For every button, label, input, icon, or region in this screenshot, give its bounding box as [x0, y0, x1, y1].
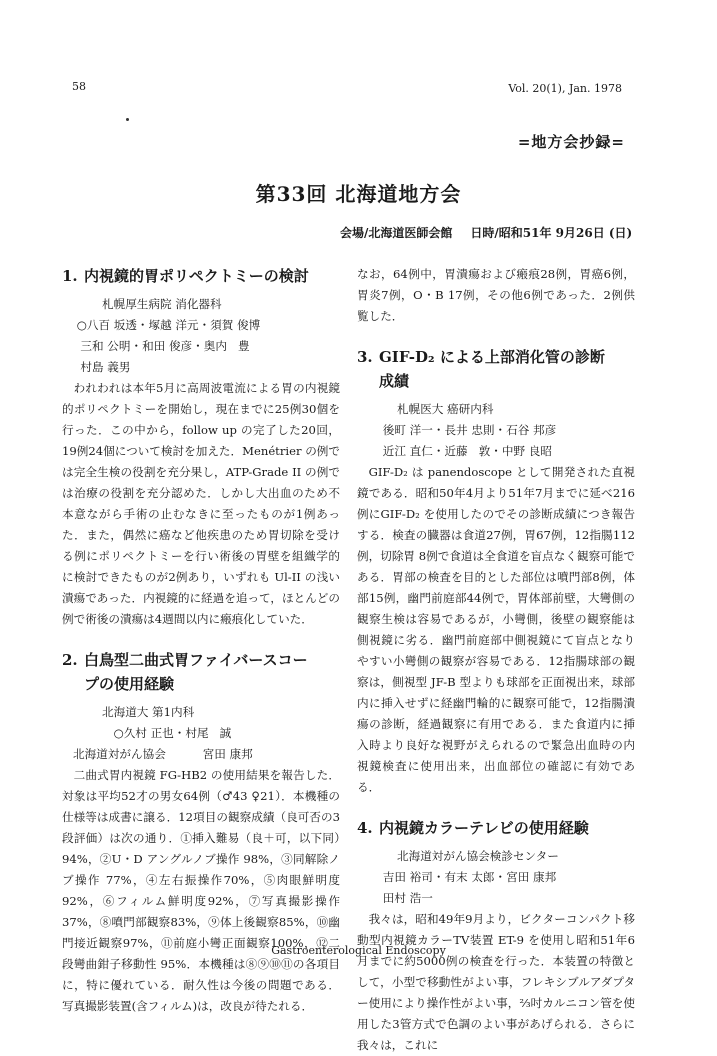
author-line: 北海道対がん協会 宮田 康邦: [62, 747, 253, 761]
author-line: ○八百 坂透・塚越 洋元・須賀 俊博: [62, 318, 261, 332]
continuation-text: なお，64例中，胃潰瘍および瘢痕28例，胃癌6例，胃炎7例，O・B 17例，その他6例であった．2例供覧した．: [357, 267, 635, 323]
author-line: 後町 洋一・長井 忠則・石谷 邦彦: [357, 423, 557, 437]
author-line: 田村 浩一: [357, 891, 433, 905]
article-number: 4.: [357, 819, 373, 837]
meeting-date: 日時/昭和51年 9月26日 (日): [470, 226, 633, 240]
meeting-title: 第33回 北海道地方会: [255, 182, 462, 206]
article-title: [62, 648, 340, 696]
article-title: [357, 816, 635, 840]
author-line: ○久村 正也・村尾 誠: [62, 726, 232, 740]
stray-mark: [126, 118, 129, 121]
author-line: 村島 義男: [62, 360, 131, 374]
abstract-body: 二曲式胃内視鏡 FG-HB2 の使用結果を報告した．対象は平均52才の男女64例（♂43 ♀21）．本機種の仕様等は成書に譲る．12項目の観察成績（良可否の3段評価）は次の通り．①挿入難易（良＋可，以下同）94%，②U・D アングルノブ操作 98%，③同解除ノブ操作 77%，④左右振操作70%，⑤肉眼鮮明度92%，⑥フィルム鮮明度92%，⑦写真撮影操作37%，⑧噴門部観察83%，⑨体上後観察85%，⑩幽門接近観察97%，⑪前庭小彎正面観察100%，⑫二段彎曲鉗子移動性 95%．本機種は⑧⑨⑩⑪の各項目に，特に優れている．耐久性は今後の問題である．写真撮影装置(含フィルム)は，改良が待たれる．: [62, 768, 340, 1013]
venue-line: [340, 224, 632, 241]
footer-journal-name: Gastroenterological Endoscopy: [271, 944, 446, 957]
page-number: 58: [72, 80, 86, 93]
author-line: 近江 直仁・近藤 敦・中野 良昭: [357, 444, 552, 458]
affiliation: 札幌厚生病院 消化器科: [102, 297, 222, 311]
left-column: [62, 264, 340, 1017]
affiliation: 北海道対がん協会検診センター: [397, 849, 559, 863]
article-title-line: 内視鏡的胃ポリペクトミーの検討: [84, 267, 309, 285]
article-title-line: 内視鏡カラーテレビの使用経験: [379, 819, 589, 837]
article-title: [62, 264, 340, 288]
article-number: 3.: [357, 348, 373, 366]
affiliation: 札幌医大 癌研内科: [397, 402, 494, 416]
abstract-body: GIF-D₂ は panendoscope として開発された直視鏡である．昭和50年4月より51年7月までに延べ216例にGIF-D₂ を使用したのでその診断成績につき報告する．検査の臓器は食道27例，胃67例，12指腸112例，切除胃 8例で食道は全食道を盲点なく観察可能である．胃部の検査を目的とした部位は噴門部8例，体部15例，幽門前庭部44例で，胃体部前壁，大彎側の観察生検は容易であるが，小彎側，後壁の観察能は側視鏡に劣る．幽門前庭部中側視鏡にて盲点となりやすい小彎側の観察が容易である．12指腸球部の観察は，側視型 JF-B 型よりも球部を正面視出来，球部内に挿入せずに経幽門輪的に観察可能で，12指腸潰瘍の診断，経過観察に有用である．また食道内に挿入時より良好な視野がえられるので緊急出血時の内視鏡検査に使用出来，出血部位の確認に有効である．: [357, 465, 635, 794]
author-line: 吉田 裕司・有末 太郎・宮田 康邦: [357, 870, 557, 884]
article-number: 1.: [62, 267, 78, 285]
article-title: [357, 345, 635, 393]
venue: 会場/北海道医師会館: [340, 226, 453, 240]
article-title-line: 成績: [379, 372, 410, 390]
section-label: =地方会抄録=: [517, 133, 625, 151]
journal-reference: Vol. 20(1), Jan. 1978: [508, 82, 622, 95]
abstract-body: 我々は，昭和49年9月より，ビクターコンパクト移動型内視鏡カラーTV装置 ET-9 を使用し昭和51年6月までに約5000例の検査を行った．本装置の特徴として，小型で移動性がよい事，フレキシブルアダプター使用により操作性がよい事，⅔吋カルニコン管を使用した3管方式で色調のよい事があげられる．さらに我々は，これに: [357, 912, 635, 1052]
article-number: 2.: [62, 651, 78, 669]
article-title-line: GIF-D₂ による上部消化管の診断: [379, 348, 605, 366]
article-title-line: プの使用経験: [84, 675, 175, 693]
affiliation: 北海道大 第1内科: [102, 705, 195, 719]
author-line: 三和 公明・和田 俊彦・奥内 豊: [62, 339, 250, 353]
article-title-line: 白鳥型二曲式胃ファイバースコー: [84, 651, 308, 669]
right-column: [357, 264, 635, 1056]
abstract-body: われわれは本年5月に高周波電流による胃の内視鏡的ポリペクトミーを開始し，現在までに25例30個を行った．この中から，follow up の完了した20回，19例24個について検討を加えた．Menétrier の例では完全生検の役割を充分果し，ATP-Grade II の例では治療の役割を充分認めた．しかし大出血のため不本意ながら手術の止むなきに至ったものが1例あった．また，偶然に癌など他疾患のため胃切除を受ける例にポリペクトミーを行い術後の胃壁を組織学的に検討できたものが2例あり，いずれも Ul-II の浅い潰瘍であった．内視鏡的に経過を追って，ほとんどの例で術後の潰瘍は4週間以内に瘢痕化していた．: [62, 381, 340, 626]
